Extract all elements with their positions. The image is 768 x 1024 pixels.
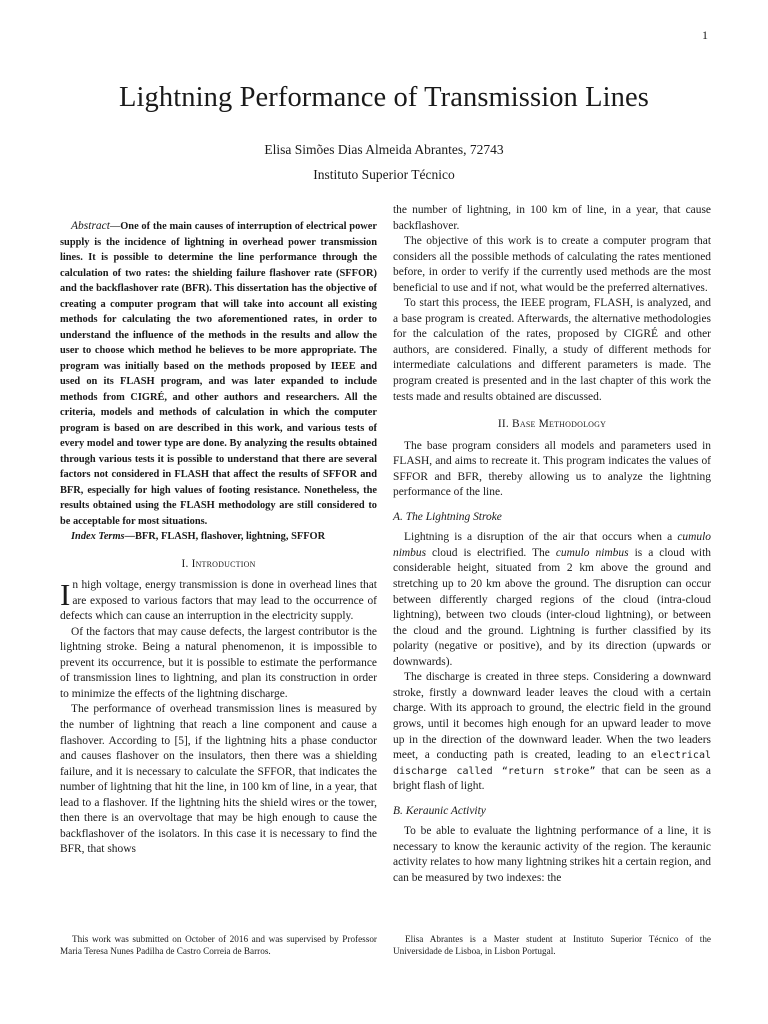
abstract-lead: Abstract—	[71, 220, 121, 232]
subsection-heading-keraunic-activity: B. Keraunic Activity	[393, 804, 486, 817]
stroke-p1-emphasis-1: cumulo nimbus	[393, 531, 711, 559]
intro-paragraph-4: The objective of this work is to create a computer program that considers all the possible methods of calculating the rates mentioned before, in order to verify if the currently used methods are the most beneficial to use and if not, what would be the preferred alternatives.	[393, 235, 711, 294]
stroke-p1-part-c: is a cloud with considerable height, situated from 2 km above the ground and stretching up to 20 km above the ground. The disruption can occur between differently charged regions of the cloud (intra-cloud lightning), between two clouds (inter-cloud lightning), or between the cloud and the ground. Lightning is further classified by its polarity (negative or positive), and by its direction (upwards or downwards).	[393, 546, 712, 668]
intro-paragraph-3-continued: the number of lightning, in 100 km of line, in a year, that cause backflashover.	[393, 204, 711, 232]
stroke-p2-part-b: that can be seen as a bright flash of light.	[393, 764, 711, 793]
abstract-text: One of the main causes of interruption of electrical power supply is the incidence of lightning in overhead power transmission lines. It is possible to determine the line performance through the calculation of two rates: the shielding failure flashover rate (SFFOR) and the backflashover rate (BFR). This dissertation has the objective of creating a computer program that will take into account all existing methods for calculating the two aforementioned rates, in order to understand the influence of the methods in the results and allow the user to choose which method he believes to be more appropriate. The program was initially based on the methods proposed by IEEE and used on its FLASH program, and was later expanded to include methods from CIGRÉ, and other authors and researchers. All the criteria, models and methods of calculation in which the computer program is based on are described in this work, and various tests of every model and tower type are done. By analyzing the results obtained through various tests it is possible to understand that there are several factors not considered in FLASH that affect the results of SFFOR and BFR, especially for high values of footing resistance. Nonetheless, the results obtained using the FLASH methodology are still considered to be acceptable for most situations.	[60, 221, 377, 527]
stroke-p1-part-a: Lightning is a disruption of the air that occurs when a	[404, 531, 678, 544]
author-affiliation: Instituto Superior Técnico	[313, 167, 455, 182]
stroke-p2-part-a: The discharge is created in three steps. Considering a downward stroke, firstly a downward leader leaves the cloud with a certain charge. With its approach to ground, the electric field in the ground grows, until it becomes high enough for an upward leader to move up in the direction of the downward leader. When the two leaders meet, a conducting path is created, leading to an	[393, 671, 711, 762]
author-name: Elisa Simões Dias Almeida Abrantes, 72743	[264, 142, 504, 157]
subsection-heading-lightning-stroke: A. The Lightning Stroke	[393, 510, 502, 523]
drop-cap: I	[60, 577, 71, 613]
page-number: 1	[702, 28, 708, 42]
stroke-p1-emphasis-2: cumulo nimbus	[555, 546, 629, 559]
intro-paragraph-2: Of the factors that may cause defects, the largest contributor is the lightning stroke. Being a natural phenomenon, it is impossible to prevent its occurrence, but it is possible to estimate the performance of transmission lines to lightning, and plan its construction in order to minimize the effects of the lightning discharge.	[60, 625, 377, 700]
left-column	[60, 203, 377, 858]
section-heading-base-methodology: II. Base Methodology	[497, 418, 607, 431]
intro-paragraph-1	[60, 578, 377, 625]
base-paragraph-1: The base program considers all models and parameters used in FLASH, and aims to recreate it. This program indicates the values of SFFOR and BFR, thereby allowing us to analyze the lightning performance of the line.	[393, 439, 711, 499]
intro-paragraph-1-text: n high voltage, energy transmission is done in overhead lines that are exposed to various factors that may lead to the occurrence of defects which can cause an interruption in the electricity supply.	[60, 579, 377, 623]
footnote-author	[393, 933, 711, 957]
stroke-paragraph-2	[393, 670, 711, 794]
footnote-author-text: Elisa Abrantes is a Master student at Instituto Superior Técnico of the Universidade de Lisboa, in Lisbon Portugal.	[393, 934, 711, 957]
right-column	[393, 203, 711, 886]
abstract	[60, 203, 377, 529]
intro-paragraph-5: To start this process, the IEEE program, FLASH, is analyzed, and a base program is created. Afterwards, the alternative methodologies for the calculation of the rates, proposed by CIGRÉ and other authors, are considered. Finally, a study of different methods for intermediate calculations and different parameters is made. The program created is presented and in the last chapter of this work the tests made and results obtained are discussed.	[393, 297, 711, 403]
footnote-submission-text: This work was submitted on October of 2016 and was supervised by Professor Maria Teresa Nunes Padilha de Castro Correia de Barros.	[60, 934, 377, 957]
section-heading-introduction: I. Introduction	[181, 557, 256, 570]
index-terms-text: —BFR, FLASH, flashover, lightning, SFFOR	[124, 531, 326, 542]
stroke-p1-part-b: cloud is electrified. The	[426, 546, 556, 559]
index-terms-lead: Index Terms	[71, 531, 125, 542]
keraunic-paragraph-1: To be able to evaluate the lightning performance of a line, it is necessary to know the keraunic activity of the region. The keraunic activity relates to how many lightning strikes hit a certain region, and can be measured by two indexes: the	[393, 825, 711, 884]
stroke-p2-return-stroke: electrical discharge called “return stroke”	[393, 750, 711, 777]
index-terms	[60, 529, 377, 545]
paper-title: Lightning Performance of Transmission Lines	[119, 82, 649, 113]
intro-paragraph-3: The performance of overhead transmission lines is measured by the number of lightning that reach a line component and cause a flashover. According to [5], if the lightning hits a phase conductor and causes flashover on the insulators, then there was a shielding failure, and it is necessary to calculate the SFFOR, that indicates the number of lightning that hit the line, in 100 km of line, in a year, that lead to a flashover. If the lightning hits the shield wires or the tower, then there is an overvoltage that may be high enough to cause the backflashover of the isolators. In this case it is necessary to find the BFR, that shows	[60, 703, 377, 856]
footnote-submission	[60, 933, 377, 957]
stroke-paragraph-1	[393, 530, 711, 670]
